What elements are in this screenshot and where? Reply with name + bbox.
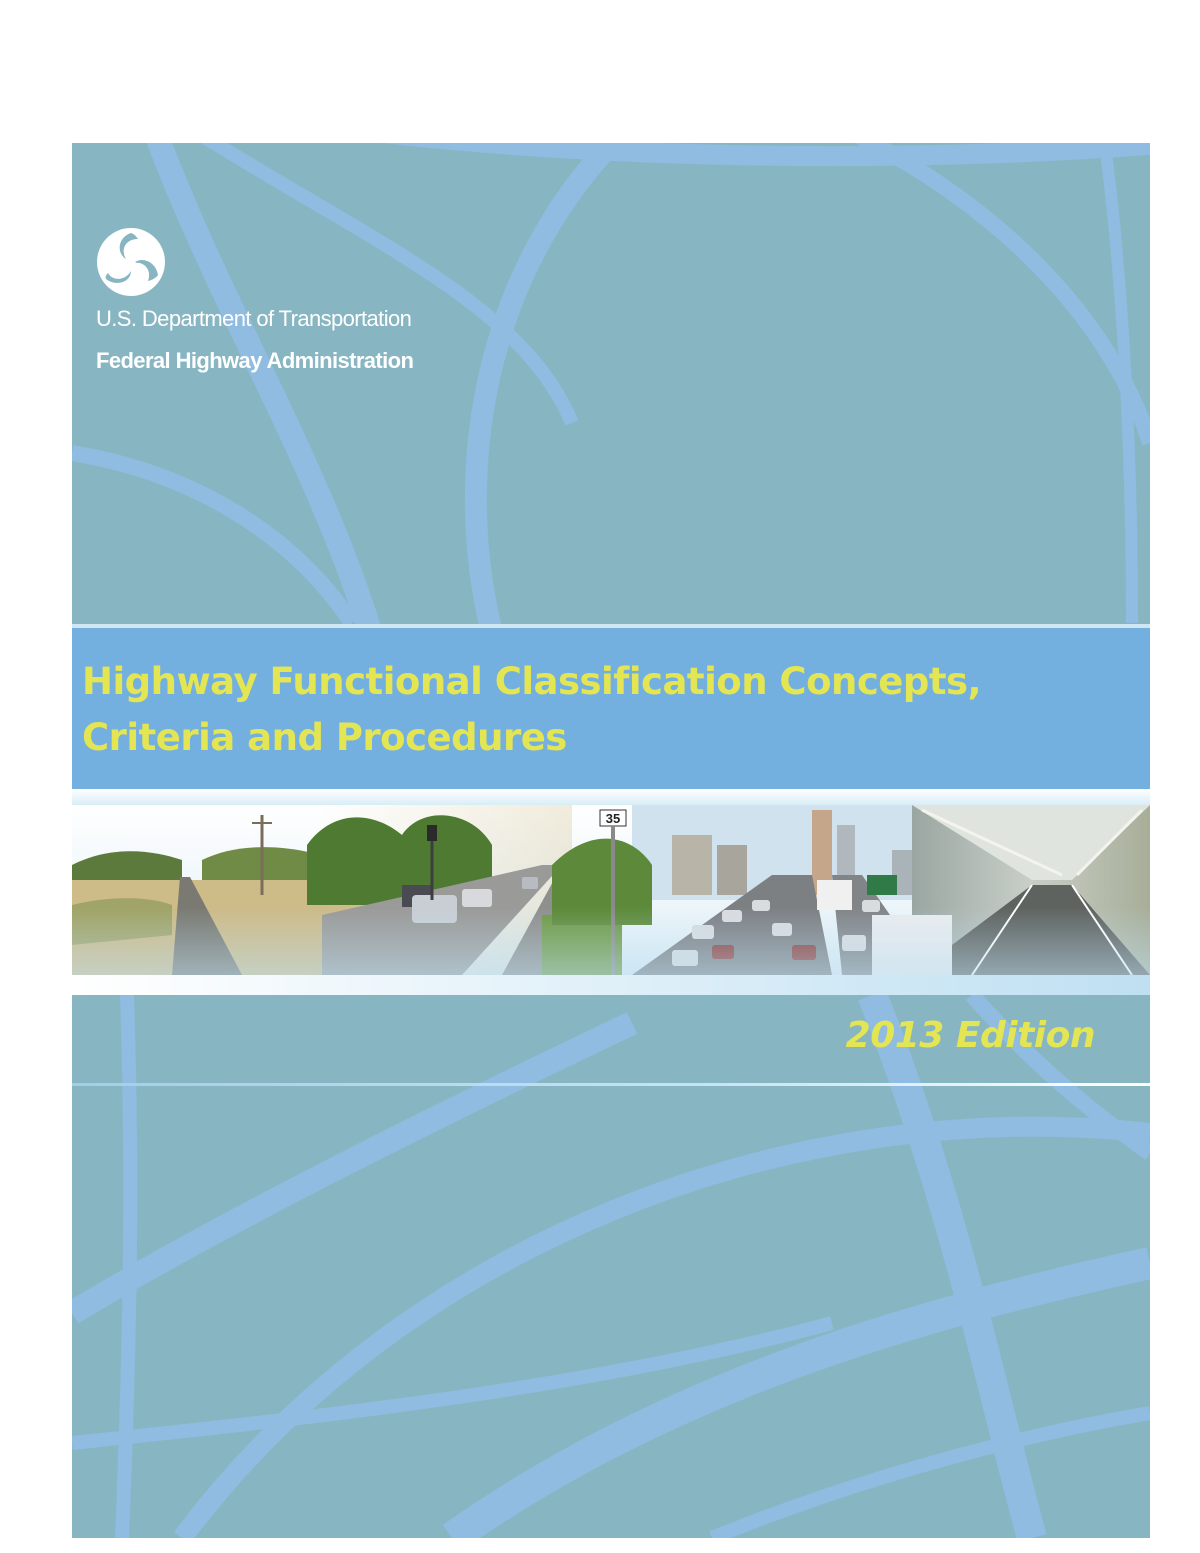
- cover-panel: [72, 143, 1150, 1538]
- photo-strip: [72, 789, 1150, 995]
- title-band: [72, 624, 1150, 789]
- title-line-1: Highway Functional Classification Concepts,: [82, 660, 982, 703]
- highway-photo-collage: [72, 805, 1150, 975]
- document-title: [82, 654, 981, 766]
- motif-road-c: [302, 143, 1150, 156]
- edition-label: 2013 Edition: [845, 1015, 1095, 1056]
- edition-rule: [72, 1083, 1150, 1086]
- photo-divider: [72, 975, 1150, 995]
- motif-road-l: [452, 1263, 1150, 1538]
- department-name: U.S. Department of Transportation: [96, 306, 412, 331]
- motif-road-o: [832, 143, 1150, 443]
- dot-logo-icon: [96, 227, 166, 297]
- title-line-2: Criteria and Procedures: [82, 716, 567, 759]
- motif-road-m: [712, 1413, 1150, 1538]
- motif-road-h: [72, 1023, 632, 1313]
- agency-name: Federal Highway Administration: [96, 348, 414, 373]
